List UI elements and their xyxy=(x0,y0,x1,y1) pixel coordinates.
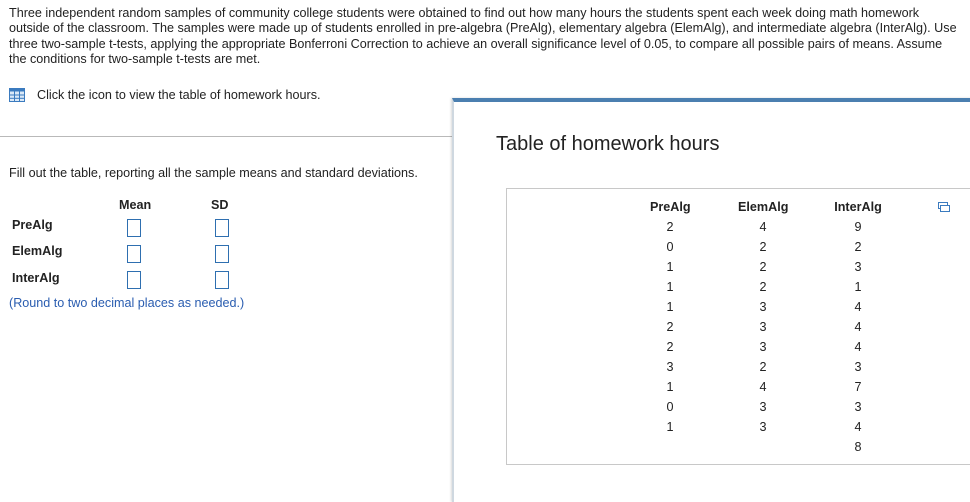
table-cell: 1 xyxy=(666,300,674,314)
homework-table-popup xyxy=(452,98,970,502)
table-cell: 4 xyxy=(759,380,767,394)
table-cell: 8 xyxy=(854,440,862,454)
interalg-mean-input[interactable] xyxy=(127,271,141,289)
table-cell: 0 xyxy=(666,400,674,414)
column-header: InterAlg xyxy=(834,200,882,214)
table-icon[interactable] xyxy=(9,88,25,102)
prealg-sd-input[interactable] xyxy=(215,219,229,237)
elemalg-mean-input[interactable] xyxy=(127,245,141,263)
column-elemalg xyxy=(738,189,788,437)
table-cell: 2 xyxy=(759,260,767,274)
table-cell: 7 xyxy=(854,380,862,394)
table-cell: 2 xyxy=(854,240,862,254)
row-label-interalg: InterAlg xyxy=(12,271,60,285)
problem-statement: Three independent random samples of community college students were obtained to find out how many hours the students spent each week doing math homework outside of the classroom. The samples were made up of students enrolled in pre-algebra (PreAlg), elementary algebra (ElemAlg), and intermediate algebra (InterAlg). Use three two-sample t-tests, applying the appropriate Bonferroni Correction to achieve an overall significance level of 0.05, to compare all possible pairs of means. Assume the conditions for two-sample t-tests are met. xyxy=(9,6,957,66)
interalg-sd-input[interactable] xyxy=(215,271,229,289)
table-cell: 1 xyxy=(666,280,674,294)
view-table-link-text[interactable]: Click the icon to view the table of homework hours. xyxy=(37,88,321,102)
table-cell: 1 xyxy=(666,260,674,274)
divider xyxy=(0,136,460,137)
column-prealg xyxy=(650,189,690,437)
table-cell: 2 xyxy=(666,320,674,334)
table-cell: 1 xyxy=(666,380,674,394)
table-cell: 4 xyxy=(854,300,862,314)
table-cell: 2 xyxy=(759,240,767,254)
table-cell: 1 xyxy=(854,280,862,294)
table-cell: 3 xyxy=(666,360,674,374)
sd-header: SD xyxy=(211,198,229,212)
column-header: ElemAlg xyxy=(738,200,789,214)
column-header: PreAlg xyxy=(650,200,691,214)
column-interalg xyxy=(833,189,883,457)
view-table-link[interactable] xyxy=(9,88,321,102)
fill-instruction: Fill out the table, reporting all the sample means and standard deviations. xyxy=(9,166,418,180)
table-cell: 2 xyxy=(666,220,674,234)
table-cell: 2 xyxy=(666,340,674,354)
row-label-prealg: PreAlg xyxy=(12,218,53,232)
table-cell: 1 xyxy=(666,420,674,434)
table-cell: 2 xyxy=(759,360,767,374)
table-cell: 4 xyxy=(854,320,862,334)
popup-title: Table of homework hours xyxy=(496,133,720,155)
table-cell: 4 xyxy=(854,420,862,434)
mean-header: Mean xyxy=(119,198,152,212)
row-label-elemalg: ElemAlg xyxy=(12,244,63,258)
table-cell: 3 xyxy=(759,300,767,314)
rounding-note: (Round to two decimal places as needed.) xyxy=(9,296,245,310)
table-cell: 4 xyxy=(759,220,767,234)
table-cell: 3 xyxy=(854,400,862,414)
table-cell: 3 xyxy=(854,260,862,274)
table-cell: 3 xyxy=(759,320,767,334)
table-cell: 3 xyxy=(759,420,767,434)
copy-icon[interactable] xyxy=(938,202,950,212)
table-cell: 3 xyxy=(759,400,767,414)
elemalg-sd-input[interactable] xyxy=(215,245,229,263)
table-cell: 3 xyxy=(759,340,767,354)
table-cell: 2 xyxy=(759,280,767,294)
table-cell: 4 xyxy=(854,340,862,354)
prealg-mean-input[interactable] xyxy=(127,219,141,237)
table-cell: 9 xyxy=(854,220,862,234)
homework-data-table xyxy=(506,188,970,465)
table-cell: 0 xyxy=(666,240,674,254)
table-cell: 3 xyxy=(854,360,862,374)
